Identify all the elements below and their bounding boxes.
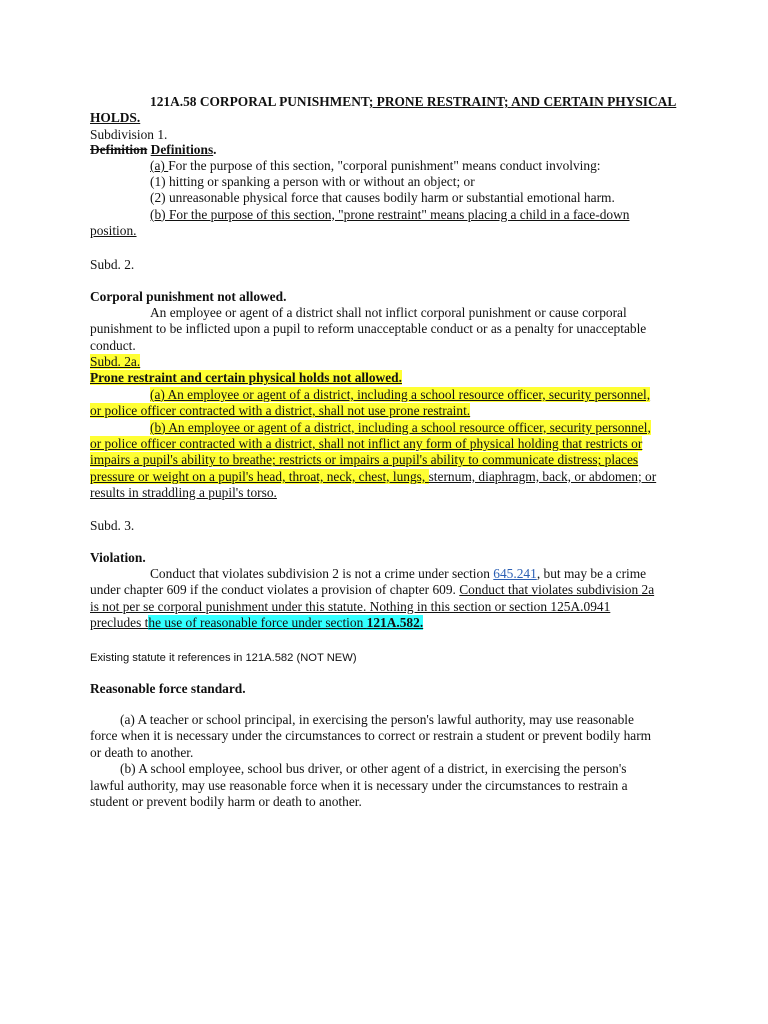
subd2a-a-line2: or police officer contracted with a district, shall not use prone restraint. [90, 403, 471, 419]
subd2a-b-line3: impairs a pupil's ability to breathe; restricts or impairs a pupil's ability to communicate distress; places [90, 452, 639, 468]
subd2a-label: Subd. 2a. [90, 354, 141, 369]
statute-title [90, 94, 690, 143]
definition-b-line1: (b) For the purpose of this section, "prone restraint" means placing a child in a face-down [150, 206, 630, 222]
subd3-line3-added: is not per se corporal punishment under this statute. Nothing in this section or section 125A.0941 [90, 598, 611, 614]
heading-period: . [213, 142, 217, 157]
subd2-line3: conduct. [90, 337, 136, 353]
struck-heading: Definition [90, 142, 148, 157]
subd3-line2-added: Conduct that violates subdivision 2a [459, 582, 655, 598]
subd2a-b-line2: or police officer contracted with a district, shall not inflict any form of physical holding that restricts or [90, 436, 643, 452]
section-121a-582-ref: 121A.582. [366, 615, 424, 631]
subdivision-2a [90, 354, 690, 502]
rfs-a-line1: (a) A teacher or school principal, in exercising the person's lawful authority, may use reasonable [120, 712, 634, 727]
subdivision-2-label: Subd. 2. [90, 257, 135, 272]
subdivision-3-heading: Violation. [90, 550, 146, 565]
subd2-line2: punishment to be inflicted upon a pupil to reform unacceptable conduct or as a penalty for unacceptable [90, 321, 647, 337]
subd2a-b-line4-highlight: pressure or weight on a pupil's head, throat, neck, chest, lungs, [90, 468, 429, 484]
subd3-line4-highlight: he use of reasonable force under section [148, 615, 367, 631]
reasonable-force-heading: Reasonable force standard. [90, 681, 246, 696]
reasonable-force-body [90, 712, 690, 810]
subd2a-b-line5: results in straddling a pupil's torso. [90, 485, 277, 501]
existing-statute-note: Existing statute it references in 121A.582 (NOT NEW) [90, 652, 357, 664]
subd2a-b-line1: (b) An employee or agent of a district, including a school resource officer, security personnel, [150, 419, 651, 435]
subdivision-2-body [90, 305, 690, 354]
subd3-line4-start: precludes t [90, 615, 149, 631]
subdivision-1-body [90, 158, 690, 239]
item-1: (1) hitting or spanking a person with or without an object; or [150, 174, 475, 190]
rfs-b-line3: student or prevent bodily harm or death to another. [90, 794, 362, 810]
subdivision-3-label: Subd. 3. [90, 518, 135, 533]
item-2: (2) unreasonable physical force that causes bodily harm or substantial emotional harm. [150, 190, 615, 206]
rfs-a-line2: force when it is necessary under the circumstances to correct or restrain a student or prevent bodily harm [90, 728, 652, 744]
section-645-241-link[interactable]: 645.241 [493, 566, 537, 581]
subdivision-1-label: Subdivision 1. [90, 126, 168, 142]
subd3-line2-text: under chapter 609 if the conduct violates a provision of chapter 609. [90, 582, 460, 598]
subdivision-1-heading [90, 142, 690, 158]
subd2a-a-line1: (a) An employee or agent of a district, including a school resource officer, security personnel, [150, 386, 651, 402]
subd2a-heading: Prone restraint and certain physical holds not allowed. [90, 370, 402, 386]
subd3-line1-end: , but may be a crime [536, 566, 647, 581]
subdivision-3-body [90, 566, 690, 632]
subd2a-b-line4-rest: sternum, diaphragm, back, or abdomen; or [428, 468, 657, 484]
definition-b-line2: position. [90, 222, 137, 238]
subd3-line1-text: Conduct that violates subdivision 2 is not a crime under section [150, 566, 494, 581]
subdivision-2-heading: Corporal punishment not allowed. [90, 289, 287, 304]
subd2-line1: An employee or agent of a district shall not inflict corporal punishment or cause corporal [150, 305, 627, 320]
title-added-text: ; PRONE RESTRAINT; AND CERTAIN PHYSICAL HOLDS. [90, 94, 677, 126]
rfs-b-line2: lawful authority, may use reasonable force when it is necessary under the circumstances to restrain a [90, 777, 628, 793]
title-section: 121A.58 CORPORAL PUNISHMENT [150, 94, 369, 109]
definition-a: For the purpose of this section, "corporal punishment" means conduct involving: [168, 158, 601, 173]
marker-a: (a) [150, 158, 169, 173]
rfs-a-line3: or death to another. [90, 744, 194, 760]
new-heading: Definitions [150, 142, 214, 157]
rfs-b-line1: (b) A school employee, school bus driver, or other agent of a district, in exercising the person's [120, 761, 627, 777]
